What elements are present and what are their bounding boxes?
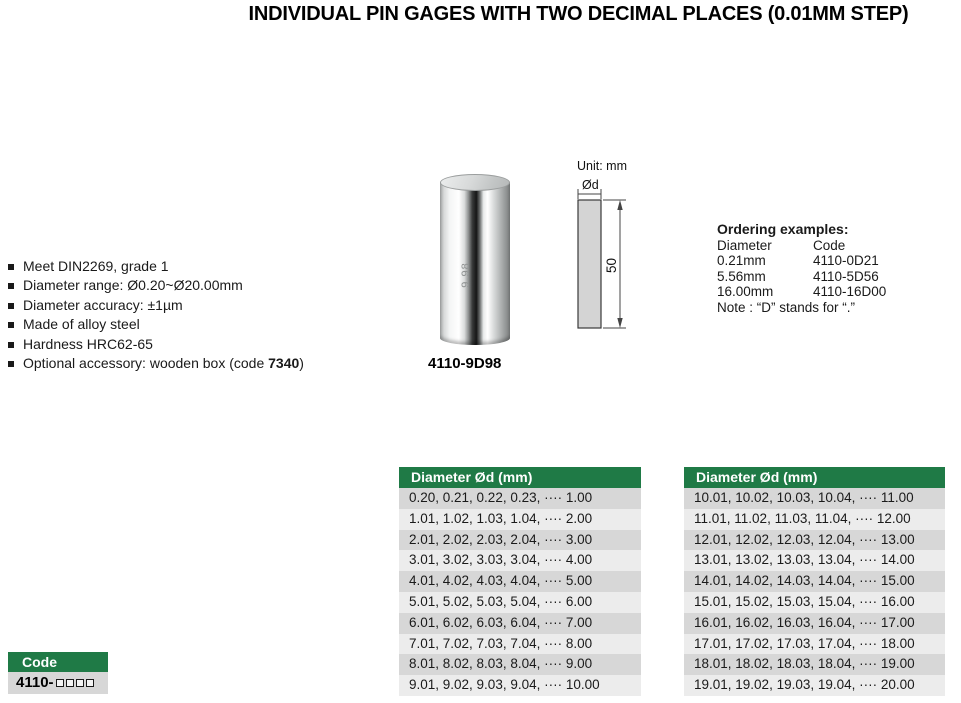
bullet-square-icon [8,361,14,367]
table-row: 10.01, 10.02, 10.03, 10.04, ···· 11.00 [684,488,945,509]
feature-text: Meet DIN2269, grade 1 [23,258,169,274]
table-row: 8.01, 8.02, 8.03, 8.04, ···· 9.00 [399,654,641,675]
feature-item [8,315,304,334]
ordering-row [717,269,952,285]
page-title: INDIVIDUAL PIN GAGES WITH TWO DECIMAL PLACES (0.01MM STEP) [248,3,909,25]
ordering-heading: Ordering examples: [717,221,849,237]
code-box-header: Code [8,652,108,672]
feature-text: Hardness HRC62-65 [23,335,153,352]
pin-outline-rect [578,200,601,328]
pin-engraved-size: 9.98 [460,262,472,288]
code-prefix: 4110- [16,674,54,691]
table-row: 13.01, 13.02, 13.03, 13.04, ···· 14.00 [684,550,945,571]
ordering-examples [717,222,952,316]
ordering-diameter: 5.56mm [717,268,766,284]
table-row: 14.01, 14.02, 14.03, 14.04, ···· 15.00 [684,571,945,592]
arrow-down-icon [617,318,622,328]
table-header: Diameter Ød (mm) [684,467,945,488]
bullet-square-icon [8,283,14,289]
code-placeholder-square [66,679,74,687]
pin-code-label: 4110-9D98 [428,355,502,372]
pin-top-cap [440,174,510,191]
ordering-code: 4110-16D00 [813,284,887,300]
table-row: 19.01, 19.02, 19.03, 19.04, ···· 20.00 [684,675,945,696]
ordering-row [717,253,952,269]
dimension-drawing [562,152,657,344]
diameter-table-2 [684,467,945,696]
feature-text: Diameter accuracy: ±1µm [23,296,183,313]
pin-cylinder-body [440,182,510,345]
arrow-up-icon [617,200,622,210]
code-box-value [8,672,108,694]
diameter-dim-label: Ød [582,178,599,192]
feature-text: Diameter range: Ø0.20~Ø20.00mm [23,277,243,294]
table-row: 9.01, 9.02, 9.03, 9.04, ···· 10.00 [399,675,641,696]
ordering-row [717,284,952,300]
table-row: 1.01, 1.02, 1.03, 1.04, ···· 2.00 [399,509,641,530]
table-row: 3.01, 3.02, 3.03, 3.04, ···· 4.00 [399,550,641,571]
ordering-diameter: 16.00mm [717,284,774,300]
feature-item [8,257,304,276]
accessory-code: 7340 [268,354,300,371]
table-row: 16.01, 16.02, 16.03, 16.04, ···· 17.00 [684,613,945,634]
diameter-table-1 [399,467,641,696]
table-row: 4.01, 4.02, 4.03, 4.04, ···· 5.00 [399,571,641,592]
table-header: Diameter Ød (mm) [399,467,641,488]
ordering-header-row [717,238,952,254]
table-row: 2.01, 2.02, 2.03, 2.04, ···· 3.00 [399,530,641,551]
ordering-diameter: 0.21mm [717,253,766,269]
ordering-col-code: Code [813,237,846,253]
ordering-code: 4110-5D56 [813,268,879,284]
code-placeholder-square [86,679,94,687]
table-row: 5.01, 5.02, 5.03, 5.04, ···· 6.00 [399,592,641,613]
ordering-col-diameter: Diameter [717,237,772,253]
table-row: 0.20, 0.21, 0.22, 0.23, ···· 1.00 [399,488,641,509]
table-row: 11.01, 11.02, 11.03, 11.04, ···· 12.00 [684,509,945,530]
table-body [684,488,945,696]
code-placeholder-square [76,679,84,687]
table-row: 7.01, 7.02, 7.03, 7.04, ···· 8.00 [399,634,641,655]
ordering-note: Note : “D” stands for “.” [717,299,856,315]
bullet-square-icon [8,322,14,328]
table-body [399,488,641,696]
feature-item [8,354,304,373]
unit-label: Unit: mm [577,159,627,173]
table-row: 17.01, 17.02, 17.03, 17.04, ···· 18.00 [684,634,945,655]
feature-text: Made of alloy steel [23,316,140,333]
feature-item [8,296,304,315]
table-row: 6.01, 6.02, 6.03, 6.04, ···· 7.00 [399,613,641,634]
table-row: 12.01, 12.02, 12.03, 12.04, ···· 13.00 [684,530,945,551]
ordering-code: 4110-0D21 [813,253,879,269]
bullet-square-icon [8,342,14,348]
length-dim-label: 50 [604,257,619,273]
feature-text: Optional accessory: wooden box (code 7340) [23,354,304,371]
code-placeholder-square [56,679,64,687]
pin-gage-photo [440,174,510,345]
feature-item [8,276,304,295]
bullet-square-icon [8,303,14,309]
table-row: 18.01, 18.02, 18.03, 18.04, ···· 19.00 [684,654,945,675]
code-box [8,652,108,694]
feature-list [8,257,304,373]
table-row: 15.01, 15.02, 15.03, 15.04, ···· 16.00 [684,592,945,613]
bullet-square-icon [8,264,14,270]
feature-item [8,335,304,354]
